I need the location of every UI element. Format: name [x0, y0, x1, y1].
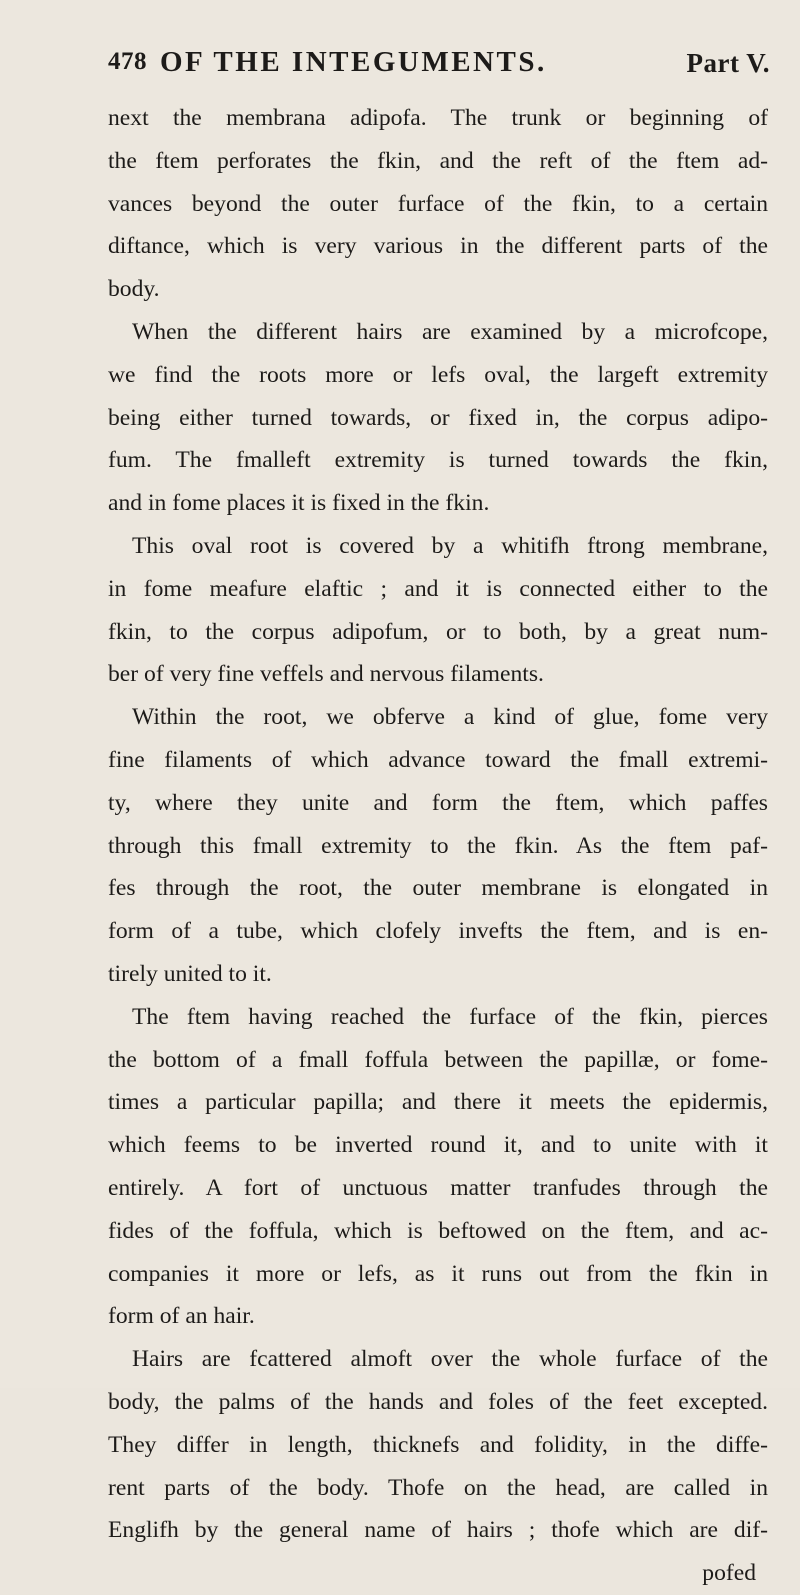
text-line: fkin, to the corpus adipofum, or to both, by a great num-	[108, 618, 768, 645]
running-title: OF THE INTEGUMENTS.	[160, 46, 547, 78]
text-line: being either turned towards, or fixed in, the corpus adipo-	[108, 404, 768, 431]
text-line: companies it more or lefs, as it runs out from the fkin in	[108, 1260, 768, 1287]
text-line: They differ in length, thicknefs and folidity, in the diffe-	[108, 1431, 768, 1458]
text-line: we find the roots more or lefs oval, the largeft extremity	[108, 361, 768, 388]
text-line: body, the palms of the hands and foles of the feet excepted.	[108, 1388, 768, 1415]
text-line: ty, where they unite and form the ftem, which paffes	[108, 789, 768, 816]
text-line: This oval root is covered by a whitifh ftrong membrane,	[132, 532, 768, 559]
body-text	[108, 97, 768, 1595]
text-line: form of a tube, which clofely invefts the ftem, and is en-	[108, 918, 768, 945]
text-line: Hairs are fcattered almoft over the whole furface of the	[132, 1346, 768, 1373]
text-line: fides of the foffula, which is beftowed on the ftem, and ac-	[108, 1217, 768, 1244]
text-line: vances beyond the outer furface of the fkin, to a certain	[108, 190, 768, 217]
text-line: ber of very fine veffels and nervous filaments.	[108, 661, 544, 688]
text-line: fine filaments of which advance toward the fmall extremi-	[108, 746, 768, 773]
text-line: form of an hair.	[108, 1303, 255, 1330]
text-line: tirely united to it.	[108, 960, 272, 987]
text-line: diftance, which is very various in the different parts of the	[108, 233, 768, 260]
text-line: next the membrana adipofa. The trunk or beginning of	[108, 105, 768, 131]
text-line: fum. The fmalleft extremity is turned towards the fkin,	[108, 447, 768, 474]
text-line: the ftem perforates the fkin, and the reft of the ftem ad-	[108, 147, 768, 174]
text-line: rent parts of the body. Thofe on the head, are called in	[108, 1474, 768, 1501]
text-line: body.	[108, 276, 160, 303]
text-line: fes through the root, the outer membrane is elongated in	[108, 875, 768, 902]
text-line: and in fome places it is fixed in the fkin.	[108, 490, 490, 517]
catchword: pofed	[702, 1560, 756, 1587]
page-header	[108, 48, 770, 88]
text-line: the bottom of a fmall foffula between the papillæ, or fome-	[108, 1046, 768, 1073]
text-line: Englifh by the general name of hairs ; thofe which are dif-	[108, 1517, 768, 1544]
text-line: through this fmall extremity to the fkin. As the ftem paf-	[108, 832, 768, 859]
text-line: times a particular papilla; and there it meets the epidermis,	[108, 1089, 768, 1116]
text-line: which feems to be inverted round it, and to unite with it	[108, 1132, 768, 1159]
text-line: Within the root, we obferve a kind of glue, fome very	[132, 704, 768, 731]
page-number: 478	[108, 48, 147, 75]
text-line: When the different hairs are examined by a microfcope,	[132, 318, 768, 345]
text-line: entirely. A fort of unctuous matter tranfudes through the	[108, 1174, 768, 1201]
text-line: in fome meafure elaftic ; and it is connected either to the	[108, 575, 768, 602]
part-label: Part V.	[686, 48, 770, 78]
text-line: The ftem having reached the furface of the fkin, pierces	[132, 1003, 768, 1030]
